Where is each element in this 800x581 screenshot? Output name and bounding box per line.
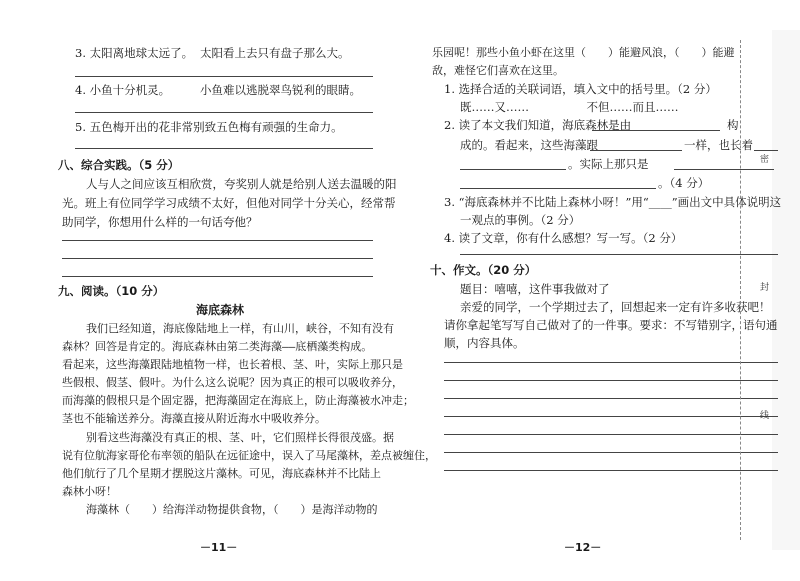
answer-line[interactable] <box>754 150 778 151</box>
passage-line: 看起来，这些海藻跟陆地植物一样，也长着根、茎、叶，实际上那只是 <box>62 358 403 371</box>
passage-cont-2: 敌，难怪它们喜欢在这里。 <box>432 64 564 77</box>
binding-label-xian: 线 <box>760 411 770 421</box>
composition-line[interactable] <box>444 380 778 381</box>
section-10-heading: 十、作文。（20 分） <box>430 263 537 277</box>
question-2-c: 成的。看起来，这些海藻跟 <box>460 138 598 152</box>
passage-line: 而海藻的假根只是个固定器，把海藻固定在海底上，防止海藻被水冲走； <box>62 394 414 407</box>
question-3: 3. “海底森林并不比陆上森林小呀！”用“____”画出文中具体说明这 <box>444 195 782 209</box>
section-9-heading: 九、阅读。（10 分） <box>58 284 165 298</box>
composition-line[interactable] <box>444 416 778 417</box>
answer-line[interactable] <box>460 188 656 189</box>
question-1-options: 既……又…… 不但……而且…… <box>460 100 679 114</box>
page-number: －11－ <box>200 541 238 554</box>
answer-line[interactable] <box>75 148 373 149</box>
question-2-score: 。（4 分） <box>658 176 710 190</box>
q8-item-3-a: 3. 太阳离地球太远了。 <box>75 46 194 60</box>
q8-item-3-b: 太阳看上去只有盘子那么大。 <box>200 46 350 60</box>
composition-text-3: 顺，内容具体。 <box>444 336 525 350</box>
page-number: －12－ <box>564 541 602 554</box>
question-2-a: 2. 读了本文我们知道，海底森林是由 <box>444 118 632 132</box>
passage-line: 海藻林（ ）给海洋动物提供食物，（ ）是海洋动物的 <box>86 503 378 516</box>
passage-line: 些假根、假茎、假叶。为什么这么说呢？因为真正的根可以吸收养分， <box>62 376 403 389</box>
question-2-e: 。实际上那只是 <box>568 157 649 171</box>
composition-line[interactable] <box>444 398 778 399</box>
question-2-d: 一样，也长着 <box>684 138 753 152</box>
composition-topic: 题目：嘻嘻，这件事我做对了 <box>460 282 610 296</box>
composition-text-1: 亲爱的同学，一个学期过去了，回想起来一定有许多收获吧！ <box>460 300 771 314</box>
passage-line: 森林？回答是肯定的。海底森林由第二类海藻——底栖藻类构成。 <box>62 340 373 353</box>
binding-label-mi: 密 <box>760 155 770 165</box>
passage-line: 茎也不能输送养分。海藻直接从附近海水中吸收养分。 <box>62 412 326 425</box>
answer-line[interactable] <box>592 130 720 131</box>
passage-line: 他们航行了几个星期才摆脱这片藻林。可见，海底森林并不比陆上 <box>62 467 381 480</box>
q8-item-4-b: 小鱼难以逃脱翠鸟锐利的眼睛。 <box>200 83 361 97</box>
section-8-text-3: 助同学，你想用什么样的一句话夸他？ <box>62 215 258 229</box>
question-1: 1. 选择合适的关联词语，填入文中的括号里。（2 分） <box>444 82 717 96</box>
answer-line[interactable] <box>62 258 373 259</box>
section-8-text-2: 光。班上有位同学学习成绩不太好，但他对同学十分关心，经常帮 <box>62 196 396 210</box>
passage-cont-1: 乐园呢！那些小鱼小虾在这里（ ）能避风浪，（ ）能避 <box>432 46 735 59</box>
q8-item-5: 5. 五色梅开出的花非常别致五色梅有顽强的生命力。 <box>75 120 343 134</box>
composition-line[interactable] <box>444 434 778 435</box>
composition-text-2: 请你拿起笔写写自己做对了的一件事。要求：不写错别字，语句通 <box>444 318 778 332</box>
q8-item-4-a: 4. 小鱼十分机灵。 <box>75 83 171 97</box>
question-2-b: 构 <box>727 118 739 132</box>
passage-line: 说有位航海家哥伦布率领的船队在远征途中，误入了马尾藻林，差点被缠住， <box>62 449 436 462</box>
answer-line[interactable] <box>62 240 373 241</box>
binding-dashed-line <box>740 40 741 540</box>
question-3-cont: 一观点的事例。（2 分） <box>460 213 581 227</box>
answer-line[interactable] <box>75 112 373 113</box>
answer-line[interactable] <box>62 276 373 277</box>
section-8-text-1: 人与人之间应该互相欣赏，夸奖别人就是给别人送去温暖的阳 <box>86 177 397 191</box>
passage-line: 别看这些海藻没有真正的根、茎、叶，它们照样长得很茂盛。据 <box>86 431 394 444</box>
section-8-heading: 八、综合实践。（5 分） <box>58 158 180 172</box>
page-12 <box>392 0 800 581</box>
passage-title: 海底森林 <box>196 303 245 317</box>
answer-line[interactable] <box>590 150 682 151</box>
answer-line[interactable] <box>674 169 774 170</box>
passage-line: 我们已经知道，海底像陆地上一样，有山川，峡谷，不知有没有 <box>86 322 394 335</box>
composition-line[interactable] <box>444 452 778 453</box>
answer-line[interactable] <box>460 169 566 170</box>
passage-line: 森林小呀！ <box>62 485 117 498</box>
question-4: 4. 读了文章，你有什么感想？写一写。（2 分） <box>444 231 683 245</box>
binding-label-feng: 封 <box>760 283 770 293</box>
composition-line[interactable] <box>444 362 778 363</box>
answer-line[interactable] <box>75 76 373 77</box>
composition-line[interactable] <box>444 470 778 471</box>
answer-line[interactable] <box>460 254 778 255</box>
